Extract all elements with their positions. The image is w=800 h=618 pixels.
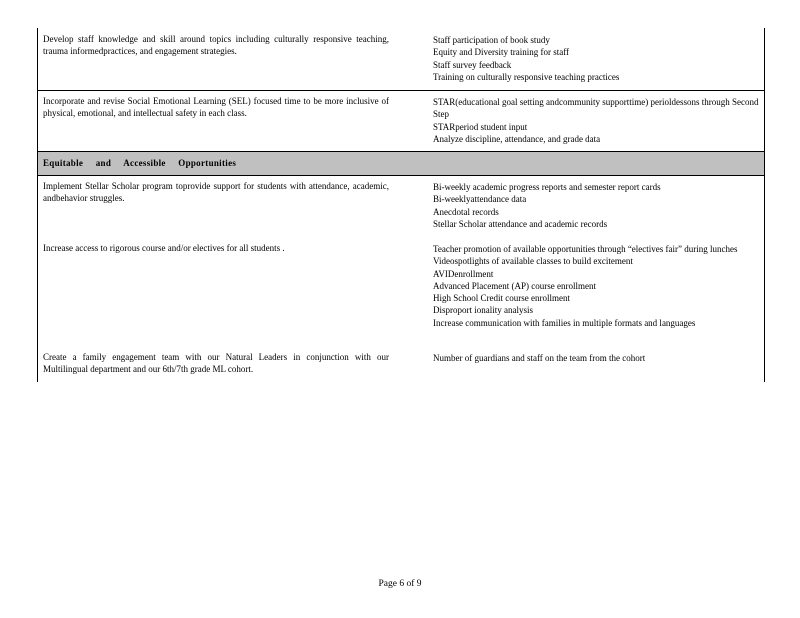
list-item: Analyze discipline, attendance, and grade data <box>433 133 601 144</box>
goals-table <box>37 28 765 382</box>
list-item: Bi-weekly academic progress reports and semester report cards <box>433 182 661 192</box>
strategy-text: Implement Stellar Scholar program toprovide support for students with attendance, academic, andbehavior struggles. <box>43 181 389 203</box>
list-item: Stellar Scholar attendance and academic records <box>433 218 608 229</box>
list-item: Training on culturally responsive teaching practices <box>433 71 620 82</box>
list-item: Anecdotal records <box>433 206 499 217</box>
list-item: Advanced Placement (AP) course enrollment <box>433 280 596 291</box>
section-header <box>38 151 764 176</box>
strategy-text: Develop staff knowledge and skill around topics including culturally responsive teaching, trauma informedpractices, and engagement strategies. <box>43 34 389 56</box>
page-number: Page 6 of 9 <box>378 579 422 589</box>
list-item: High School Credit course enrollment <box>433 293 570 304</box>
evidence-list <box>416 243 761 329</box>
evidence-list <box>416 352 761 364</box>
list-item: Disproport ionality analysis <box>433 305 533 316</box>
list-item: Videospotlights of available classes to build excitement <box>433 256 633 267</box>
list-item: AVIDenrollment <box>433 268 494 279</box>
section-title: Equitable and Accessible Opportunities <box>43 158 237 168</box>
list-item: STAR(educational goal setting andcommunity supporttime) perioldessons through Second Step <box>433 97 759 120</box>
row-divider <box>38 90 764 91</box>
list-item: Staff survey feedback <box>433 59 512 70</box>
list-item: Equity and Diversity training for staff <box>433 47 570 58</box>
list-item: Number of guardians and staff on the team from the cohort <box>433 353 646 363</box>
list-item: Staff participation of book study <box>433 35 550 45</box>
strategy-text: Incorporate and revise Social Emotional Learning (SEL) focused time to be more inclusive of physical, emotional, and intellectual safety in each class. <box>43 96 389 118</box>
list-item: Increase communication with families in multiple formats and languages <box>433 317 696 328</box>
list-item: Teacher promotion of available opportunities through “electives fair” during lunches <box>433 244 738 254</box>
evidence-list <box>416 34 761 83</box>
evidence-list <box>416 96 761 145</box>
evidence-list <box>416 181 761 230</box>
list-item: Bi-weeklyattendance data <box>433 194 527 205</box>
list-item: STARperiod student input <box>433 121 528 132</box>
strategy-text: Create a family engagement team with our Natural Leaders in conjunction with our Multilingual department and our 6th/7th grade ML cohort. <box>43 352 389 374</box>
strategy-text: Increase access to rigorous course and/or electives for all students . <box>43 243 285 253</box>
